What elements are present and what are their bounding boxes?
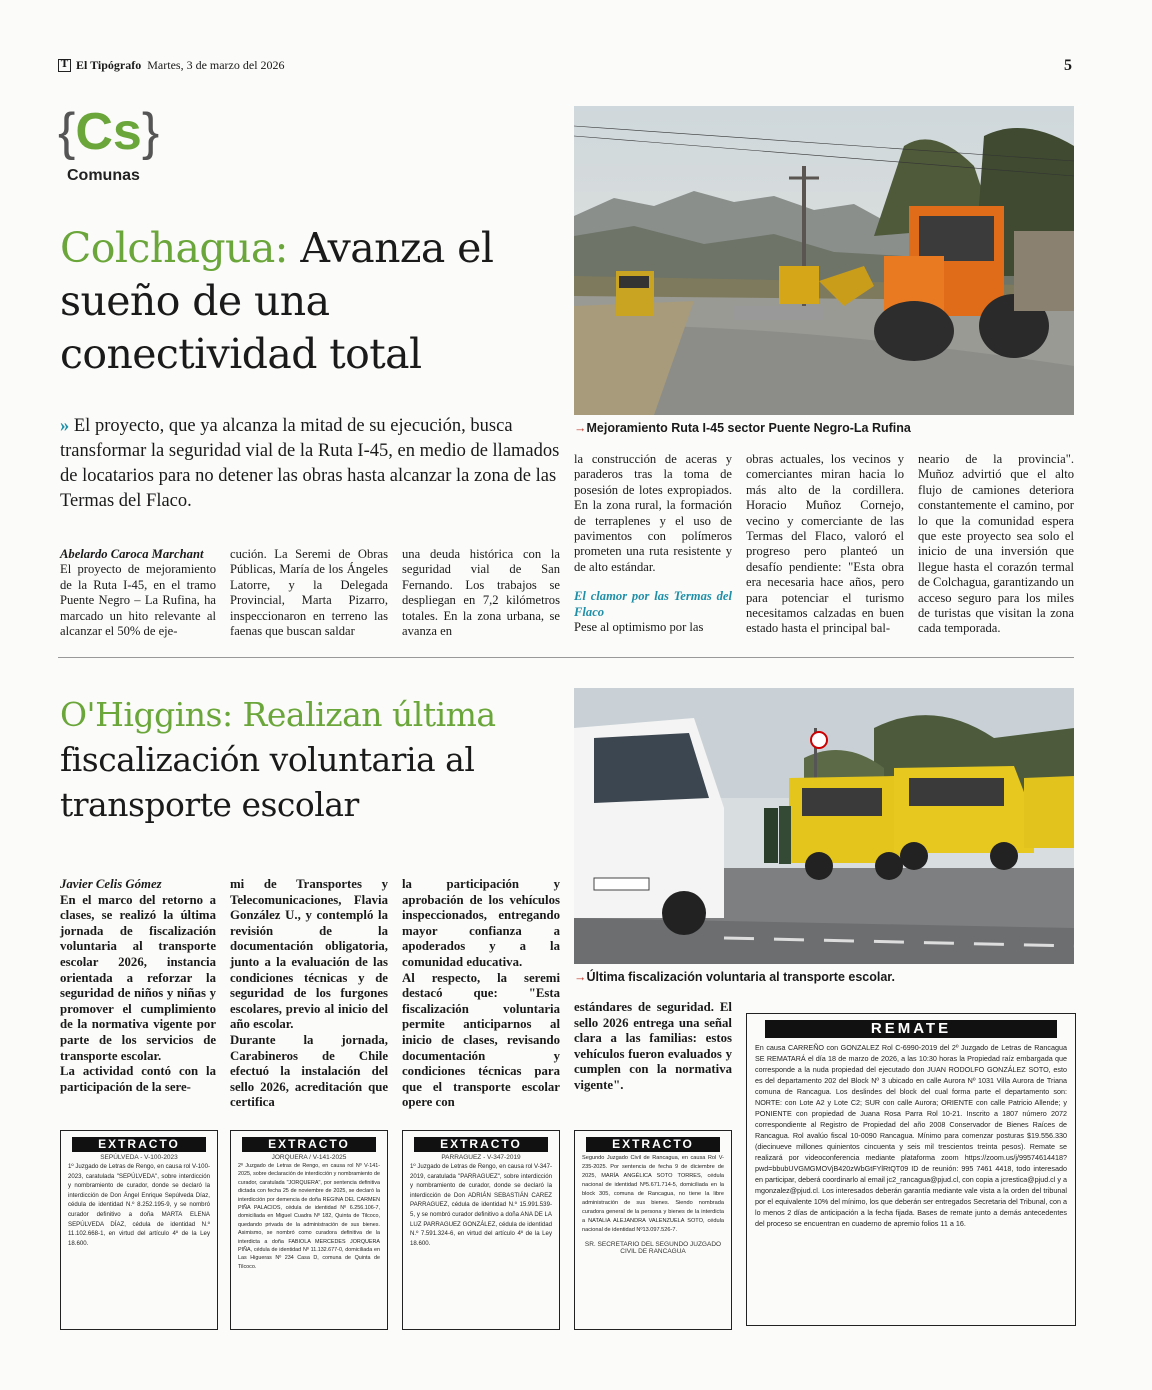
extracto-subtitle: PARRAGUEZ - V-347-2019 (441, 1154, 521, 1161)
article2-col3b-text: Al respecto, la seremi destacó que: "Esta fiscalización voluntaria permite anticiparnos al inicio de clases, revisando documentación y condiciones técnicas para que el transporte escolar opere con (402, 970, 560, 1110)
extracto-notice-4 (574, 1130, 732, 1330)
article1-col6-text: neario de la provincia". Muñoz advirtió que el alto flujo de camiones deteriora constantemente el camino, por lo que la comunidad espera que este proyecto sea solo el inicio de una inversión que llegue hasta el corazón termal de Colchagua, garantizando un acceso seguro para los miles de turistas que visitan la zona cada temporada. (918, 452, 1074, 636)
article2-col1-text: En el marco del retorno a clases, se realizó la última jornada de fiscalización voluntaria al transporte escolar 2026, instancia orientada a reforzar la seguridad de niños y niñas y promover el cumplimiento de la normativa vigente por parte de los servicios de transporte escolar. (60, 892, 216, 1063)
extracto-body: 1º Juzgado de Letras de Rengo, en causa rol V-347-2019, caratulada "PARRAGUEZ", sobre interdicción y nombramiento de curador, donde se declaró la interdicción de Don ADRIÁN SEBASTIÁN CAREZ PARRAGUEZ, cédula de identidad N.º 15.991.539-5, y se nombró curador definitivo a doña ANA DE LA LUZ PARRAGUEZ GONZÁLEZ, cédula de identidad N.º 7.591.324-6, en virtud del artículo 4º de la Ley 18.600. (410, 1163, 552, 1247)
roadworks-illustration (574, 106, 1074, 415)
page-number: 5 (1064, 57, 1072, 74)
caption-arrow-icon: → (574, 970, 587, 984)
remate-body: En causa CARREÑO con GONZALEZ Rol C-6990-2019 del 2º Juzgado de Letras de Rancagua SE REMATARÁ el día 18 de marzo de 2026, a las 10:30 horas la Propiedad raíz embargada que corresponde a la nuda propiedad del ejecutado don JUAN RODOLFO GONZÁLEZ SOTO, esto es del departamento 202 del Block Nº 3 ubicado en calle Aurora Nº 1031 Villa Aurora de Triana comuna de Rancagua. Los deslindes del block del cual forma parte el departamento son: NORTE: con Lote A2 y Lote C2; SUR con calle Aurora; ORIENTE con calle Patricio Allende; y PONIENTE con propiedad de Juana Rosa Parra Rol 10-21. Inscrito a 1807 número 2072 correspondiente al Registro de Propiedad del año 2008 Conservador de Bienes Raíces de Rancagua. Rol avalúo fiscal 10-0090 Rancagua. Mínimo para comenzar posturas $19.556.330 (diecinueve millones quinientos cincuenta y seis mil trescientos treinta pesos). Remate se realizará por videoconferencia mediante plataforma zoom https://zoom.us/j/99574614418?pwd=bbubUVGMGMOVjB420zWbGtFYlRtQT09 ID de reunión: 995 7461 4418, todo interesado en participar, deberá coordinarlo al email jc2_rancagua@pjud.cl, con copia a jcrestica@pjud.cl y a mgonzalez@pjud.cl. Los interesados deberán garantía mediante vale vista a la orden del tribunal por el equivalente 10% del mínimo, los que deberán ser entregados Secretaria del Tribunal, con a lo menos 2 días de anticipación a la fecha fijada. Bases de remate junto a demás antecedentes del proceso se encuentran en cuaderno de apremio folios 11 a 16. (755, 1043, 1067, 1228)
article2-col3-text: la participación y aprobación de los vehículos inspeccionados, entregando mayor confianza a apoderados y a la comunidad educativa. (402, 877, 560, 969)
article1-headline (60, 222, 560, 381)
article1-column-3 (402, 547, 560, 639)
masthead-name: El Tipógrafo (76, 58, 142, 72)
article1-photo-roadworks (574, 106, 1074, 415)
lead-chevron-icon: » (60, 416, 70, 436)
article1-column-1 (60, 547, 216, 639)
extracto-title: EXTRACTO (414, 1137, 548, 1152)
article2-photo-school-vans (574, 688, 1074, 964)
article1-col1-text: El proyecto de mejoramiento de la Ruta I-45, en el tramo Puente Negro – La Rufina, ha marcado un hito relevante al alcanzar el 50% de eje- (60, 562, 216, 639)
article1-photo-caption (574, 421, 911, 435)
article2-col2b-text: Durante la jornada, Carabineros de Chile efectuó la instalación del sello 2026, acreditación que certifica (230, 1032, 388, 1110)
article2-column-4 (574, 1000, 732, 1094)
article1-lead (60, 414, 560, 514)
article1-column-6 (918, 452, 1074, 637)
article2-caption-text: Última fiscalización voluntaria al transporte escolar. (586, 970, 895, 984)
article1-col2-text: cución. La Seremi de Obras Públicas, María de los Ángeles Latorre, y la Delegada Provincial, Marta Pizarro, inspeccionaron en terreno las faenas que buscan saldar (230, 547, 388, 639)
section-logo (58, 104, 159, 160)
article2-column-1 (60, 877, 216, 1095)
extracto-signature: SR. SECRETARIO DEL SEGUNDO JUZGADO CIVIL DE RANCAGUA (584, 1241, 722, 1255)
extracto-title: EXTRACTO (586, 1137, 720, 1152)
extracto-subtitle: SEPÚLVEDA - V-100-2023 (100, 1154, 178, 1161)
masthead-logo-icon: T (58, 59, 71, 72)
extracto-title: EXTRACTO (72, 1137, 206, 1152)
article2-byline: Javier Celis Gómez (60, 877, 162, 891)
article1-headline-place: Colchagua: (60, 224, 288, 272)
article1-col4b-text: Pese al optimismo por las (574, 620, 704, 635)
extracto-body: 2º Juzgado de Letras de Rengo, en causa rol Nº V-141-2025, sobre declaración de interdicción y nombramiento de curador, caratulada "JORQUERA", por sentencia definitiva dictada con fecha 25 de noviembre de 2025, se declaró la interdicción por demencia de doña REGINA DEL CARMEN PIÑA PALACIOS, cédula de identidad Nº 6.256.106-7, domiciliada en Miguel Cuadra Nº 182, Quinta de Tilcoco, quedando privada de la administración de sus bienes. Asimismo, se nombró como curadora definitiva de la interdicta a doña FABIOLA MERCEDES JORQUERA PIÑA, cédula de identidad Nº 11.132.677-0, domiciliada en Las Higueras Nº 234 Casa D, comuna de Quinta de Tilcoco. (238, 1163, 380, 1270)
extracto-body: Segundo Juzgado Civil de Rancagua, en causa Rol V-235-2025. Por sentencia de fecha 9 de diciembre de 2025, MARÍA ANGÉLICA SOTO TORRES, cédula nacional de identidad Nº5.671.714-5, domiciliada en la block 305, comuna de Rancagua, no tiene la libre administración de sus bienes. Siendo nombrada curadora general de la persona y bienes de la interdicta a NATALIA ALEJANDRA VALENZUELA SOTO, cédula nacional de identidad Nº13.097.526-7. (582, 1155, 724, 1233)
extracto-notice-1 (60, 1130, 218, 1330)
article1-caption-text: Mejoramiento Ruta I-45 sector Puente Negro-La Rufina (586, 421, 911, 435)
article1-col5-text: obras actuales, los vecinos y comerciantes miran hacia lo más alto de la cordillera. Horacio Muñoz Cornejo, vecino y comerciante de las Termas del Flaco, valoró el progreso pero planteó un desafío pendiente: "Esta obra era necesaria hace años, pero para potenciar el turismo necesitamos calzadas en buen estado hasta el principal bal- (746, 452, 904, 636)
article1-col4-text: la construcción de aceras y paraderos tras la toma de posesión de lotes expropiados. En la zona rural, la formación de terraplenes y el uso de pavimentos con polímeros prometen una ruta resistente y de alto estándar. (574, 452, 732, 574)
section-divider (58, 657, 1074, 658)
remate-notice (746, 1013, 1076, 1326)
article1-column-4 (574, 452, 732, 635)
article1-subhead: El clamor por las Termas del Flaco (574, 589, 732, 619)
article1-col3-text: una deuda histórica con la seguridad vial de San Fernando. Los trabajos se despliegan en 7,2 kilómetros totales. En la zona urbana, se avanza en (402, 547, 560, 639)
extracto-notice-3 (402, 1130, 560, 1330)
article1-lead-text: El proyecto, que ya alcanza la mitad de su ejecución, busca transformar la seguridad vial de la Ruta I-45, en medio de llamados de locatarios para no detener las obras hasta alcanzar la zona de las Termas del Flaco. (60, 416, 560, 511)
extracto-notice-2 (230, 1130, 388, 1330)
remate-title: REMATE (765, 1020, 1057, 1038)
section-logo-letters: Cs (75, 103, 142, 161)
extracto-title: EXTRACTO (242, 1137, 376, 1152)
caption-arrow-icon: → (574, 421, 587, 435)
school-vans-illustration (574, 688, 1074, 964)
article2-photo-caption (574, 970, 895, 984)
article2-headline-text: fiscalización voluntaria al transporte escolar (60, 740, 475, 824)
section-name: Comunas (67, 167, 140, 184)
header-date: Martes, 3 de marzo del 2026 (147, 58, 285, 72)
article2-headline (60, 692, 560, 827)
extracto-body: 1º Juzgado de Letras de Rengo, en causa rol V-100-2023, caratulada "SEPÚLVEDA", sobre interdicción y nombramiento de curador, donde se declaró la interdicción de Don Ángel Enrique Sepúlveda Díaz, cédula de identidad N.º 8.252.195-9, y se nombró curador definitivo a doña MARTA ELENA SEPÚLVEDA DÍAZ, cédula de identidad N.º 11.102.668-1, en virtud del artículo 4º de la Ley 18.600. (68, 1163, 210, 1247)
article1-headline-text: Avanza el sueño de una conectividad total (60, 224, 494, 378)
article2-col4-text: estándares de seguridad. El sello 2026 entrega una señal clara a las familias: estos vehículos fueron evaluados y cumplen con la normativa vigente". (574, 1000, 732, 1092)
article1-byline: Abelardo Caroca Marchant (60, 547, 204, 561)
article2-col2-text: mi de Transportes y Telecomunicaciones, Flavia González U., y contempló la revisión de la documentación obligatoria, junto a la evaluación de las condiciones técnicas y de seguridad de los furgones escolares, previo al inicio del año escolar. (230, 877, 388, 1032)
article1-column-2 (230, 547, 388, 639)
section-logo-open-brace: { (58, 103, 76, 161)
article1-column-5 (746, 452, 904, 637)
article2-headline-place: O'Higgins: Realizan última (60, 695, 496, 734)
article2-column-2 (230, 877, 388, 1111)
article2-column-3 (402, 877, 560, 1111)
article2-col1b-text: La actividad contó con la participación de la sere- (60, 1064, 216, 1094)
extracto-subtitle: JORQUERA / V-141-2025 (271, 1154, 347, 1161)
page-header (76, 58, 285, 73)
section-logo-close-brace: } (141, 103, 160, 161)
